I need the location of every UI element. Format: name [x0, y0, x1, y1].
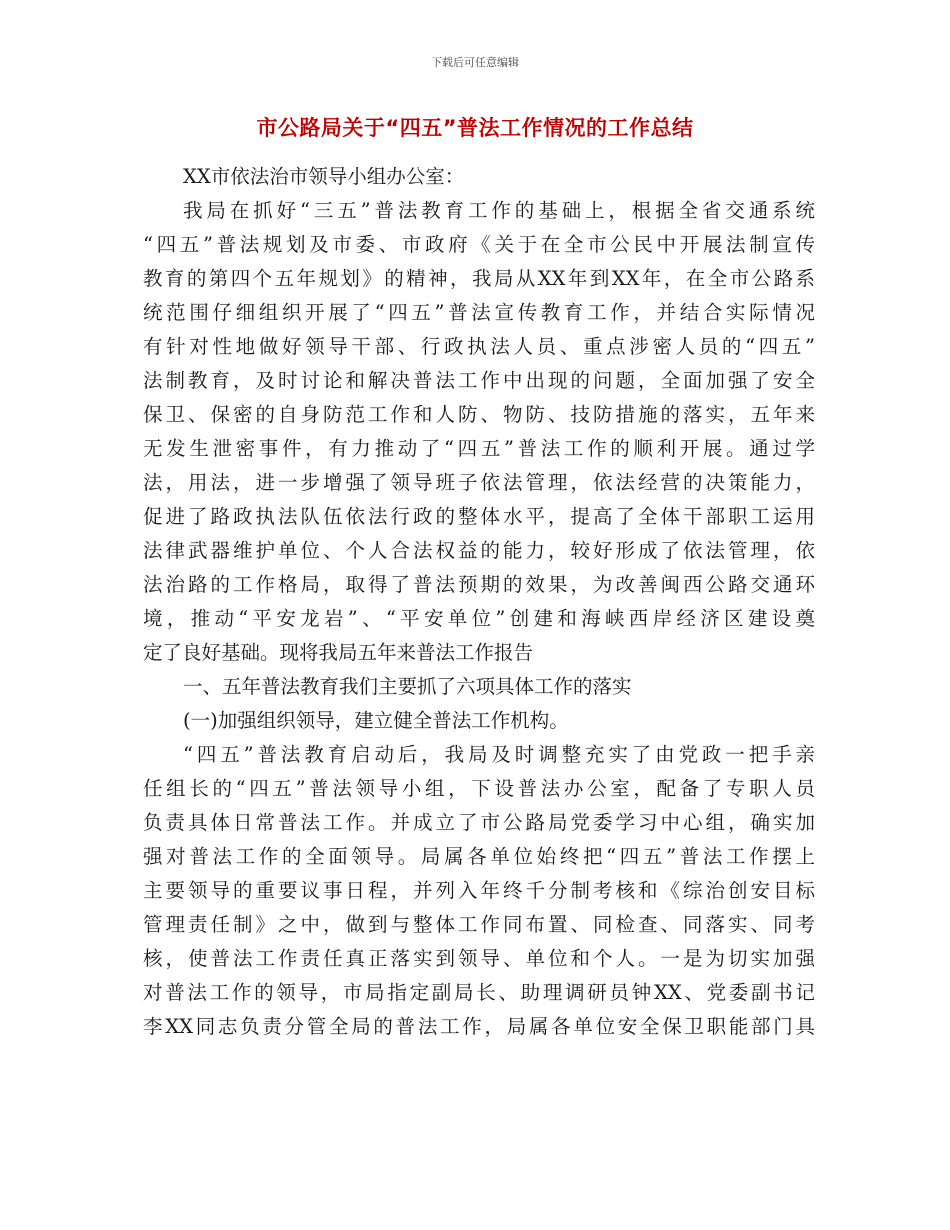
document-body — [143, 160, 815, 1044]
paragraph-line: 教育的第四个五年规划》的精神，我局从XX年到XX年，在全市公路系 — [143, 267, 815, 290]
paragraph-line: 强对普法工作的全面领导。局属各单位始终把“四五”普法工作摆上 — [143, 845, 815, 868]
paragraph-line: 李XX同志负责分管全局的普法工作，局属各单位安全保卫职能部门具 — [143, 1015, 815, 1038]
paragraph-line: 法制教育，及时讨论和解决普法工作中出现的问题，全面加强了安全 — [143, 369, 815, 392]
paragraph-line: 我局在抓好“三五”普法教育工作的基础上，根据全省交通系统 — [183, 199, 815, 222]
header-note: 下载后可任意编辑 — [431, 56, 519, 69]
section-heading: 一、五年普法教育我们主要抓了六项具体工作的落实 — [183, 675, 632, 698]
paragraph-line: 管理责任制》之中，做到与整体工作同布置、同检查、同落实、同考 — [143, 913, 815, 936]
paragraph-line: 定了良好基础。现将我局五年来普法工作报告 — [143, 641, 534, 664]
paragraph-line: 负责具体日常普法工作。并成立了市公路局党委学习中心组，确实加 — [143, 811, 815, 834]
paragraph-line: 无发生泄密事件，有力推动了“四五”普法工作的顺利开展。通过学 — [143, 437, 815, 460]
paragraph-line: 法治路的工作格局，取得了普法预期的效果，为改善闽西公路交通环 — [143, 573, 815, 596]
paragraph-line: 任组长的“四五”普法领导小组，下设普法办公室，配备了专职人员 — [143, 777, 815, 800]
paragraph-line: 法律武器维护单位、个人合法权益的能力，较好形成了依法管理，依 — [143, 539, 815, 562]
subsection-heading: (一)加强组织领导，建立健全普法工作机构。 — [183, 709, 569, 732]
paragraph-line: 保卫、保密的自身防范工作和人防、物防、技防措施的落实，五年来 — [143, 403, 815, 426]
paragraph-line: 有针对性地做好领导干部、行政执法人员、重点涉密人员的“四五” — [143, 335, 815, 358]
paragraph-line: 境，推动“平安龙岩”、“平安单位”创建和海峡西岸经济区建设奠 — [143, 607, 815, 630]
paragraph-line: “四五”普法教育启动后，我局及时调整充实了由党政一把手亲 — [183, 743, 815, 766]
paragraph-line: 法，用法，进一步增强了领导班子依法管理，依法经营的决策能力， — [143, 471, 815, 494]
document-title: 市公路局关于“四五”普法工作情况的工作总结 — [256, 116, 694, 140]
paragraph-line: 核，使普法工作责任真正落实到领导、单位和个人。一是为切实加强 — [143, 947, 815, 970]
paragraph-line: “四五”普法规划及市委、市政府《关于在全市公民中开展法制宣传 — [143, 233, 815, 256]
paragraph-line: 促进了路政执法队伍依法行政的整体水平，提高了全体干部职工运用 — [143, 505, 815, 528]
paragraph-line: 对普法工作的领导，市局指定副局长、助理调研员钟XX、党委副书记 — [143, 981, 815, 1004]
paragraph-line: 统范围仔细组织开展了“四五”普法宣传教育工作，并结合实际情况 — [143, 301, 815, 324]
paragraph-line: 主要领导的重要议事日程，并列入年终千分制考核和《综治创安目标 — [143, 879, 815, 902]
salutation-line: XX市依法治市领导小组办公室： — [183, 165, 465, 188]
